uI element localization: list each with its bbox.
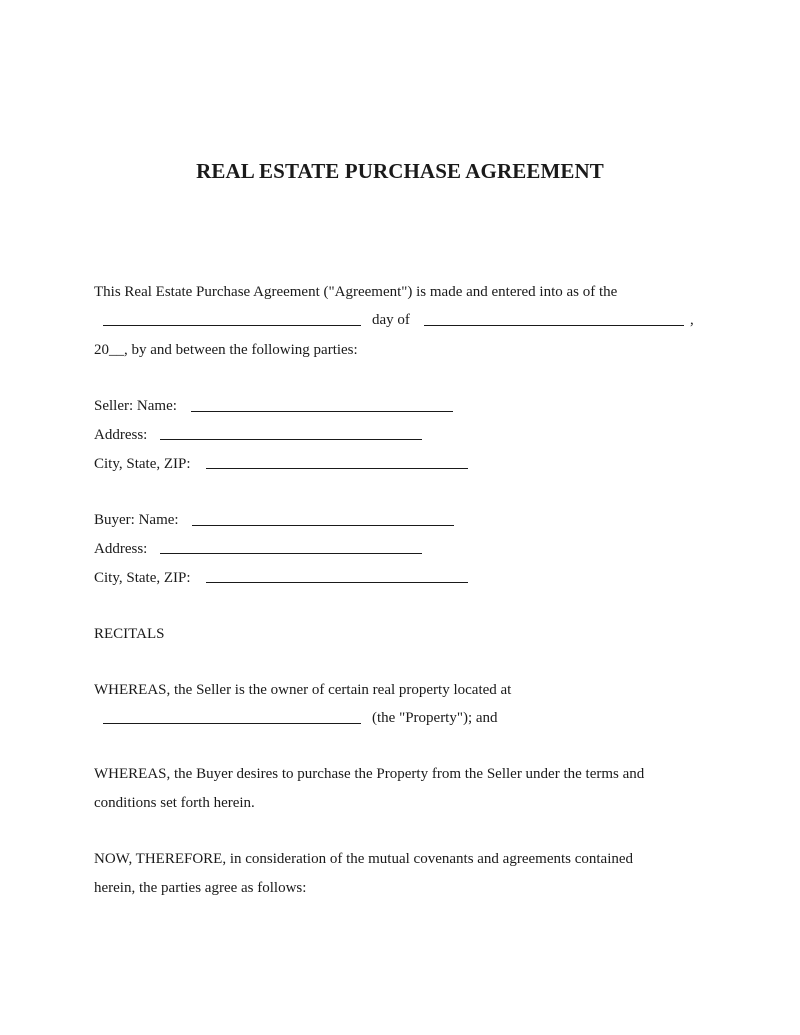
document-title: REAL ESTATE PURCHASE AGREEMENT [196, 159, 604, 183]
seller-address-blank[interactable] [160, 439, 422, 440]
buyer-address-blank[interactable] [160, 553, 422, 554]
day-of-label: day of [372, 312, 410, 328]
whereas-1-line-1: WHEREAS, the Seller is the owner of certain real property located at [94, 682, 512, 698]
buyer-city-blank[interactable] [206, 582, 468, 583]
now-therefore-line-2: herein, the parties agree as follows: [94, 880, 307, 896]
now-therefore-line-1: NOW, THEREFORE, in consideration of the mutual covenants and agreements contained [94, 851, 634, 867]
seller-name-label: Seller: Name: [94, 398, 177, 414]
buyer-city-label: City, State, ZIP: [94, 570, 191, 586]
intro-line-3: 20__, by and between the following parties: [94, 342, 358, 358]
date-day-blank[interactable] [103, 325, 361, 326]
whereas-1-line-2: (the "Property"); and [372, 710, 498, 726]
date-month-blank[interactable] [424, 325, 684, 326]
seller-city-blank[interactable] [206, 468, 468, 469]
seller-address-label: Address: [94, 427, 148, 443]
seller-name-blank[interactable] [191, 411, 453, 412]
whereas-2-line-2: conditions set forth herein. [94, 795, 255, 811]
seller-city-label: City, State, ZIP: [94, 456, 191, 472]
date-comma: , [690, 312, 694, 328]
buyer-name-label: Buyer: Name: [94, 512, 179, 528]
buyer-name-blank[interactable] [192, 525, 454, 526]
buyer-address-label: Address: [94, 541, 148, 557]
whereas-2-line-1: WHEREAS, the Buyer desires to purchase the Property from the Seller under the terms and [94, 766, 645, 782]
recitals-heading: RECITALS [94, 626, 165, 642]
property-location-blank[interactable] [103, 723, 361, 724]
intro-line-1: This Real Estate Purchase Agreement ("Agreement") is made and entered into as of the [94, 284, 618, 300]
